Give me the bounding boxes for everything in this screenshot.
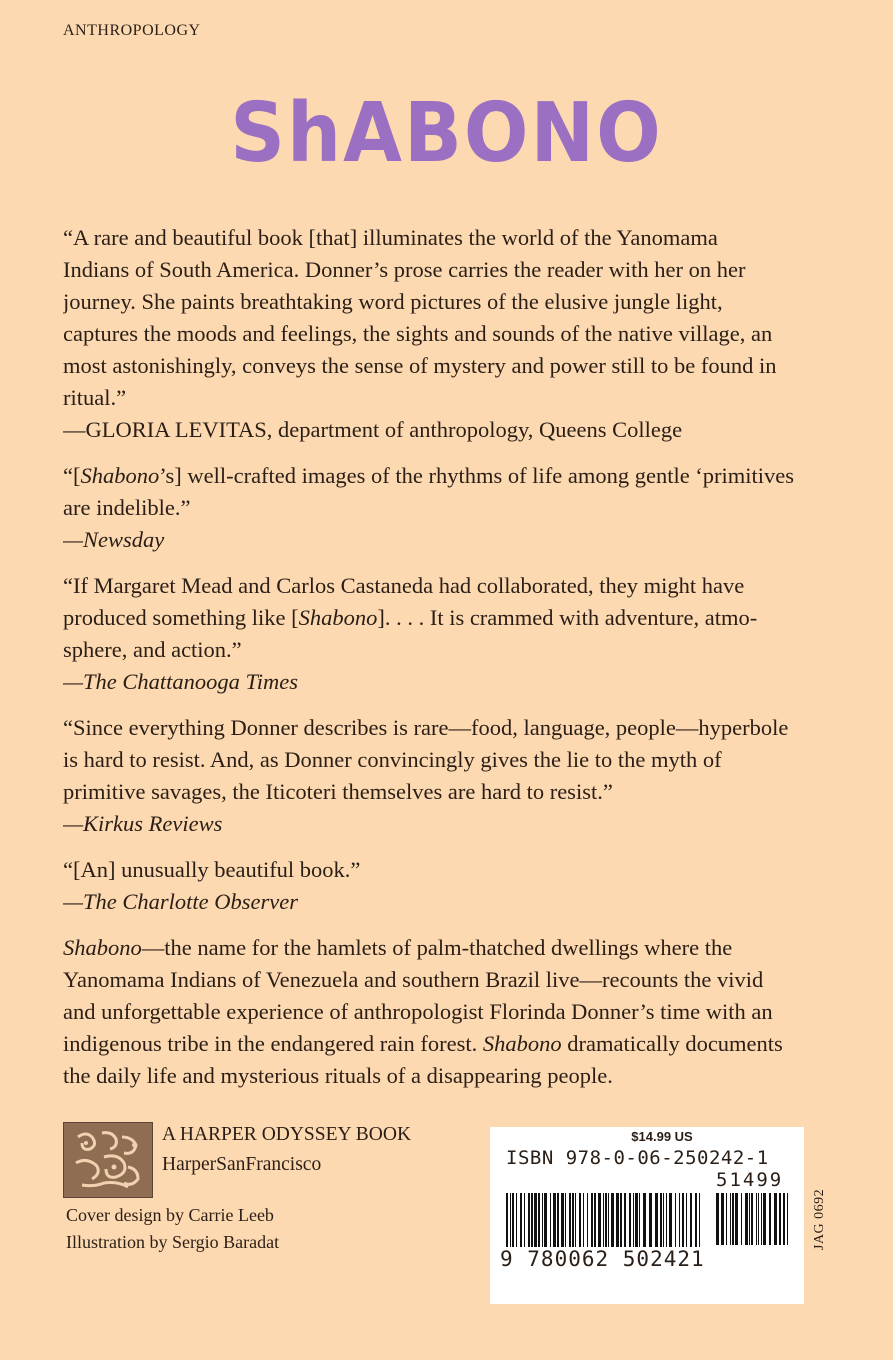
book-title-italic: Shabono [482, 1031, 562, 1056]
review-line: Indians of South America. Donner’s prose carries the reader with her on her [63, 257, 746, 282]
book-title: ShABONO [230, 84, 663, 181]
barcode-panel [490, 1127, 804, 1304]
description-line: the daily life and mysterious rituals of a disappearing people. [63, 1063, 613, 1088]
isbn-label: ISBN 978-0-06-250242-1 [506, 1147, 769, 1169]
price-label: $14.99 US [631, 1129, 693, 1144]
barcode-bar [756, 1193, 757, 1245]
publisher-imprint: A HARPER ODYSSEY BOOK [162, 1124, 412, 1145]
barcode-bar [751, 1193, 753, 1245]
review-attribution: —The Charlotte Observer [63, 889, 298, 914]
review-line: primitive savages, the Iticoteri themselves are hard to resist.” [63, 779, 613, 804]
dragon-glyph-icon [64, 1123, 152, 1197]
review-1 [63, 222, 838, 446]
review-2 [63, 460, 838, 556]
barcode-bar [783, 1193, 785, 1245]
review-line: is hard to resist. And, as Donner convincingly gives the lie to the myth of [63, 747, 722, 772]
barcode-bar [769, 1193, 771, 1245]
ean-digits: 9 780062 502421 [500, 1247, 705, 1271]
review-line: are indelible.” [63, 495, 191, 520]
review-4 [63, 712, 838, 840]
description-line: Yanomama Indians of Venezuela and southern Brazil live—recounts the vivid [63, 967, 764, 992]
review-line: sphere, and action.” [63, 637, 242, 662]
barcode-bar [787, 1193, 788, 1245]
review-line [63, 602, 838, 634]
barcode-bar [735, 1193, 738, 1245]
review-line: journey. She paints breathtaking word pictures of the elusive jungle light, [63, 289, 723, 314]
barcode-bar [730, 1193, 731, 1245]
category-label: ANTHROPOLOGY [63, 22, 201, 39]
review-line [63, 460, 838, 492]
description-text: dramatically documents [561, 1031, 783, 1056]
review-line: ritual.” [63, 385, 127, 410]
publisher-info [162, 1120, 411, 1180]
book-description [63, 932, 838, 1092]
review-line: “A rare and beautiful book [that] illuminates the world of the Yanomama [63, 225, 718, 250]
barcode-bar [741, 1193, 742, 1245]
description-line [63, 1028, 838, 1060]
description-line: and unforgettable experience of anthropologist Florinda Donner’s time with an [63, 999, 773, 1024]
review-text: ’s] well-crafted images of the rhythms of life among gentle ‘primitives [159, 463, 795, 488]
review-attribution: —The Chattanooga Times [63, 669, 299, 694]
barcode-bar [774, 1193, 777, 1245]
review-line: “Since everything Donner describes is rare—food, language, people—hyperbole [63, 715, 789, 740]
review-text: produced something like [ [63, 605, 299, 630]
review-line: most astonishingly, conveys the sense of mystery and power still to be found in [63, 353, 777, 378]
illustration-credit: Illustration by Sergio Baradat [66, 1232, 280, 1252]
review-line: “If Margaret Mead and Carlos Castaneda had collaborated, they might have [63, 573, 745, 598]
review-attribution: —Newsday [63, 527, 165, 552]
barcode-bar [779, 1193, 781, 1245]
barcode-bar [761, 1193, 762, 1245]
book-title-italic: Shabono [80, 463, 160, 488]
review-attribution: —Kirkus Reviews [63, 811, 223, 836]
publisher-logo [63, 1122, 153, 1198]
barcode-bar [749, 1193, 750, 1245]
review-text: ]. . . . It is crammed with adventure, atmo- [377, 605, 758, 630]
review-line: “[An] unusually beautiful book.” [63, 857, 361, 882]
book-title-italic: Shabono [298, 605, 378, 630]
barcode-bar [732, 1193, 734, 1245]
addon-barcode [716, 1193, 788, 1245]
review-3 [63, 570, 838, 698]
quote-open: “[ [63, 463, 81, 488]
review-line: captures the moods and feelings, the sights and sounds of the native village, an [63, 321, 773, 346]
review-5 [63, 854, 838, 918]
addon-digits: 51499 [716, 1169, 784, 1191]
description-text: indigenous tribe in the endangered rain forest. [63, 1031, 483, 1056]
back-cover-copy [63, 222, 838, 1092]
barcode-bar [758, 1193, 759, 1245]
barcode-bar [745, 1193, 748, 1245]
description-line [63, 932, 838, 964]
description-text: —the name for the hamlets of palm-thatched dwellings where the [141, 935, 733, 960]
publisher-name: HarperSanFrancisco [162, 1154, 322, 1175]
barcode-bar [721, 1193, 724, 1245]
book-title-italic: Shabono [63, 935, 142, 960]
credits [66, 1202, 279, 1256]
barcode-bar [726, 1193, 727, 1245]
barcode-bar [763, 1193, 766, 1245]
catalog-code: JAG 0692 [812, 1188, 827, 1250]
cover-design-credit: Cover design by Carrie Leeb [66, 1205, 274, 1225]
review-attribution: —GLORIA LEVITAS, department of anthropology, Queens College [63, 417, 683, 442]
barcode-bar [716, 1193, 719, 1245]
